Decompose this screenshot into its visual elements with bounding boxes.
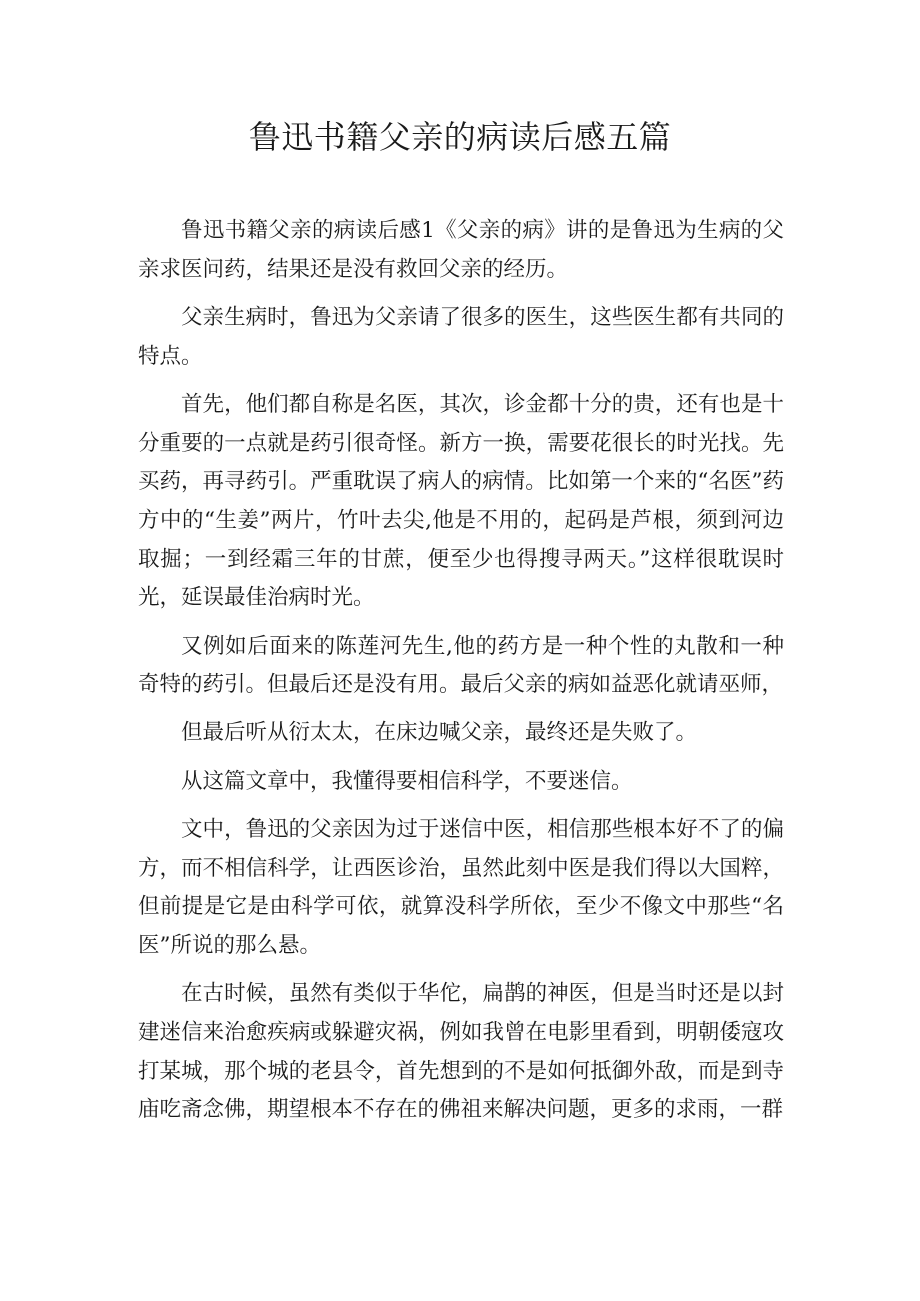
paragraph-5: 但最后听从衍太太，在床边喊父亲，最终还是失败了。 — [181, 720, 698, 746]
paragraph-6: 从这篇文章中，我懂得要相信科学，不要迷信。 — [181, 768, 633, 794]
paragraph-7: 文中，鲁迅的父亲因为过于迷信中医，相信那些根本好不了的偏方，而不相信科学，让西医诊治，虽然此刻中医是我们得以大国粹，但前提是它是由科学可依，就算没科学所依，至少不像文中那些“名医”所说的那么悬。 — [138, 816, 784, 958]
document-body — [138, 212, 784, 1139]
paragraph-8: 在古时候，虽然有类似于华佗，扁鹊的神医，但是当时还是以封建迷信来治愈疾病或躲避灾祸，例如我曾在电影里看到，明朝倭寇攻打某城，那个城的老县令，首先想到的不是如何抵御外敌，而是到寺庙吃斋念佛，期望根本不存在的佛祖来解决问题，更多的求雨，一群 — [138, 981, 784, 1123]
paragraph-2: 父亲生病时，鲁迅为父亲请了很多的医生，这些医生都有共同的特点。 — [138, 304, 784, 369]
paragraph-4: 又例如后面来的陈莲河先生,他的药方是一种个性的丸散和一种奇特的药引。但最后还是没有用。最后父亲的病如益恶化就请巫师， — [138, 633, 784, 698]
document-title: 鲁迅书籍父亲的病读后感五篇 — [248, 118, 672, 156]
paragraph-3: 首先，他们都自称是名医，其次，诊金都十分的贵，还有也是十分重要的一点就是药引很奇怪。新方一换，需要花很长的时光找。先买药，再寻药引。严重耽误了病人的病情。比如第一个来的“名医”药方中的“生姜”两片，竹叶去尖,他是不用的，起码是芦根，须到河边取掘；一到经霜三年的甘蔗，便至少也得搜寻两天。”这样很耽误时光，延误最佳治病时光。 — [138, 391, 784, 611]
paragraph-1: 鲁迅书籍父亲的病读后感1《父亲的病》讲的是鲁迅为生病的父亲求医问药，结果还是没有救回父亲的经历。 — [138, 218, 784, 282]
